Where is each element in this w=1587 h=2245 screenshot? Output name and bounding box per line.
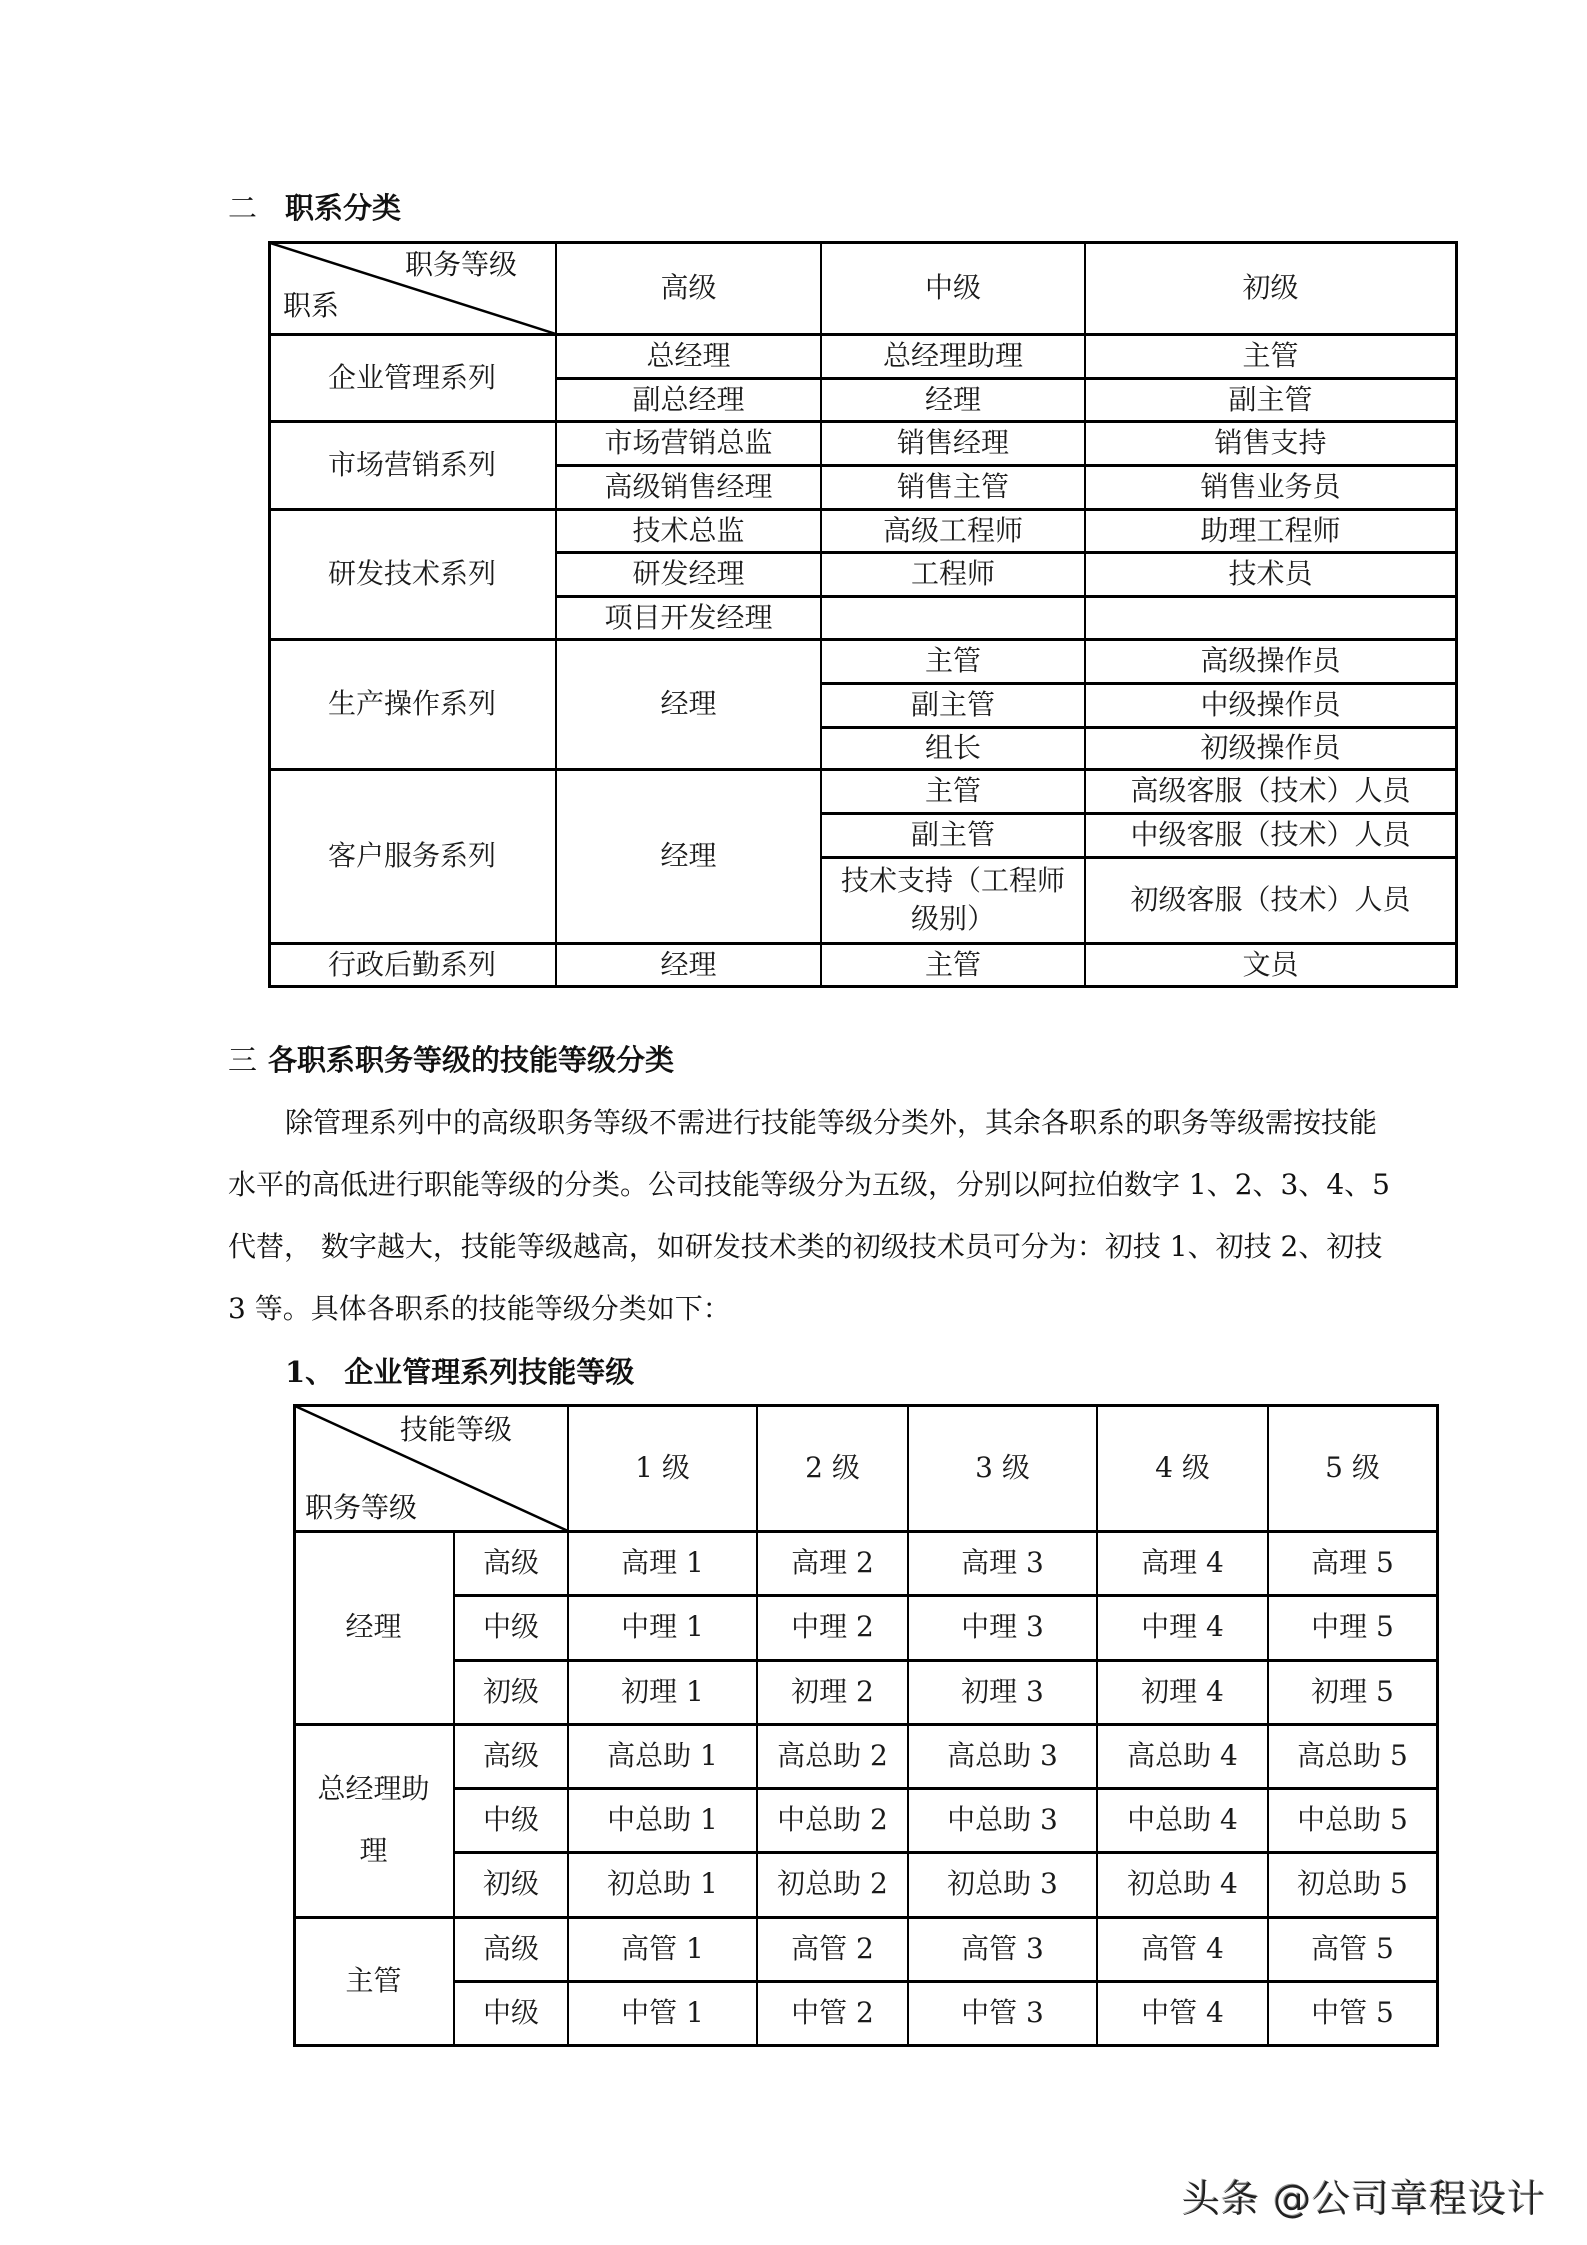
intro-paragraph	[228, 1092, 1438, 1340]
skill-cell: 中理 3	[961, 1610, 1044, 1644]
skill-cell: 初总助 3	[947, 1867, 1058, 1901]
grade-level: 中级	[482, 1995, 539, 2029]
junior-cell: 助理工程师	[1200, 513, 1341, 547]
skill-cell: 高管 2	[791, 1931, 874, 1965]
table-rule	[907, 1404, 909, 2045]
skill-cell: 中总助 5	[1297, 1803, 1408, 1837]
mid-cell: 副主管	[910, 818, 995, 851]
corner-label-grade: 职务等级	[405, 248, 518, 281]
mid-cell: 工程师	[910, 557, 995, 590]
grade-level: 高级	[482, 1738, 539, 1772]
section3-heading	[228, 1042, 674, 1078]
senior-cell: 高级销售经理	[604, 470, 773, 503]
junior-cell: 技术员	[1228, 557, 1313, 590]
junior-cell: 高级客服（技术）人员	[1130, 774, 1411, 807]
corner-label-grade: 职务等级	[305, 1491, 418, 1524]
junior-cell: 中级操作员	[1200, 688, 1341, 721]
senior-cell: 经理	[660, 947, 717, 981]
grade-level: 中级	[482, 1803, 539, 1837]
skill-cell: 高管 5	[1311, 1931, 1394, 1965]
table-rule	[453, 1531, 455, 2045]
mid-cell: 组长	[924, 731, 981, 764]
skill-cell: 高管 3	[961, 1931, 1044, 1965]
senior-cell: 技术总监	[632, 513, 745, 547]
skill-cell: 初总助 5	[1297, 1867, 1408, 1901]
skill-cell: 中管 1	[621, 1995, 704, 2029]
skill-cell: 初理 3	[961, 1674, 1044, 1708]
skill-cell: 高总助 4	[1127, 1738, 1238, 1772]
paragraph-line: 3 等。具体各职系的技能等级分类如下：	[228, 1292, 731, 1325]
paragraph-line: 代替， 数字越大，技能等级越高，如研发技术类的初级技术员可分为：初技 1、初技 2、初技	[228, 1230, 1383, 1263]
grade-level: 高级	[482, 1931, 539, 1965]
skill-cell: 中总助 4	[1127, 1803, 1238, 1837]
mid-cell: 销售主管	[896, 470, 1009, 503]
skill-cell: 初理 5	[1311, 1674, 1394, 1708]
skill-cell: 中理 5	[1311, 1610, 1394, 1644]
position-name: 总经理助理	[317, 1772, 430, 1868]
mid-cell: 主管	[924, 774, 981, 807]
mid-cell: 主管	[924, 947, 981, 981]
table-rule	[1267, 1404, 1269, 2045]
watermark: 头条 @公司章程设计	[1182, 2177, 1547, 2221]
skill-cell: 高总助 5	[1297, 1738, 1408, 1772]
skill-cell: 中管 4	[1141, 1995, 1224, 2029]
series-name: 企业管理系列	[327, 360, 496, 394]
junior-cell: 销售支持	[1214, 426, 1327, 459]
skill-cell: 高总助 2	[777, 1738, 888, 1772]
table-rule	[567, 1404, 569, 2045]
section3-number: 三	[228, 1043, 258, 1077]
skill-cell: 高管 4	[1141, 1931, 1224, 1965]
junior-cell	[1085, 596, 1456, 639]
grade-level: 初级	[482, 1674, 539, 1708]
skill-cell: 高总助 3	[947, 1738, 1058, 1772]
skill-cell: 初总助 2	[777, 1867, 888, 1901]
senior-cell: 经理	[660, 839, 717, 872]
skill-cell: 中管 3	[961, 1995, 1044, 2029]
series-name: 研发技术系列	[327, 557, 496, 590]
skill-cell: 中总助 1	[607, 1803, 718, 1837]
corner-label-skill: 技能等级	[400, 1413, 513, 1446]
mid-cell: 经理	[924, 382, 981, 416]
senior-cell: 市场营销总监	[604, 426, 773, 459]
skill-cell: 高理 2	[791, 1546, 874, 1580]
junior-cell: 文员	[1242, 947, 1299, 981]
senior-cell: 总经理	[646, 339, 731, 372]
corner-label-series: 职系	[283, 289, 340, 322]
skill-cell: 初理 1	[621, 1674, 704, 1708]
skill-cell: 中管 2	[791, 1995, 874, 2029]
column-header: 中级	[924, 270, 981, 304]
series-name: 市场营销系列	[327, 448, 496, 481]
series-name: 生产操作系列	[327, 687, 496, 720]
paragraph-line: 水平的高低进行职能等级的分类。公司技能等级分为五级，分别以阿拉伯数字 1、2、3、4、5	[228, 1168, 1390, 1201]
position-name: 经理	[345, 1610, 402, 1644]
series-name: 客户服务系列	[327, 839, 496, 872]
skill-cell: 高管 1	[621, 1931, 704, 1965]
senior-cell: 研发经理	[632, 557, 745, 590]
section3-title: 各职系职务等级的技能等级分类	[268, 1043, 675, 1077]
section2-title: 职系分类	[285, 191, 402, 225]
table-rule	[1096, 1404, 1098, 2045]
skill-cell: 初总助 4	[1127, 1867, 1238, 1901]
skill-cell: 高理 5	[1311, 1546, 1394, 1580]
grade-level: 中级	[482, 1610, 539, 1644]
table-rule	[555, 241, 557, 986]
junior-cell: 副主管	[1228, 382, 1313, 416]
skill-cell: 高理 3	[961, 1546, 1044, 1580]
mid-cell: 主管	[924, 644, 981, 677]
skill-cell: 中理 4	[1141, 1610, 1224, 1644]
mid-cell: 高级工程师	[882, 513, 1023, 547]
skill-cell: 初总助 1	[607, 1867, 718, 1901]
skill-cell: 中总助 3	[947, 1803, 1058, 1837]
skill-cell: 中理 2	[791, 1610, 874, 1644]
column-header: 2 级	[805, 1450, 860, 1484]
section2-number: 二	[228, 191, 258, 225]
column-header: 5 级	[1325, 1450, 1380, 1484]
junior-cell: 初级客服（技术）人员	[1130, 883, 1411, 916]
column-header: 1 级	[635, 1450, 690, 1484]
skill-cell: 高总助 1	[607, 1738, 718, 1772]
series-name: 行政后勤系列	[327, 947, 496, 981]
mid-cell: 技术支持（工程师级别）	[841, 864, 1066, 935]
skill-cell: 高理 1	[621, 1546, 704, 1580]
senior-cell: 副总经理	[632, 382, 745, 416]
mid-cell: 销售经理	[896, 426, 1009, 459]
column-header: 高级	[660, 270, 717, 304]
column-header: 3 级	[975, 1450, 1030, 1484]
senior-cell: 经理	[660, 687, 717, 720]
skill-cell: 中管 5	[1311, 1995, 1394, 2029]
junior-cell: 中级客服（技术）人员	[1130, 818, 1411, 851]
grade-level: 初级	[482, 1867, 539, 1901]
skill-cell: 中理 1	[621, 1610, 704, 1644]
skill-cell: 初理 2	[791, 1674, 874, 1708]
skill-cell: 高理 4	[1141, 1546, 1224, 1580]
skill-cell: 初理 4	[1141, 1674, 1224, 1708]
senior-cell: 项目开发经理	[604, 600, 773, 634]
column-header: 初级	[1242, 270, 1299, 304]
skill-cell: 中总助 2	[777, 1803, 888, 1837]
table-rule	[756, 1404, 758, 2045]
mid-cell	[821, 596, 1085, 639]
subsection1-heading: 1、 企业管理系列技能等级	[285, 1355, 635, 1389]
column-header: 4 级	[1155, 1450, 1210, 1484]
mid-cell: 副主管	[910, 688, 995, 721]
section2-heading	[228, 190, 401, 226]
paragraph-line: 除管理系列中的高级职务等级不需进行技能等级分类外，其余各职系的职务等级需按技能	[285, 1106, 1378, 1139]
junior-cell: 主管	[1242, 339, 1299, 372]
position-name: 主管	[345, 1963, 402, 1997]
table-rule	[820, 241, 822, 986]
junior-cell: 初级操作员	[1200, 731, 1341, 764]
junior-cell: 高级操作员	[1200, 644, 1341, 677]
grade-level: 高级	[482, 1546, 539, 1580]
mid-cell: 总经理助理	[882, 339, 1023, 372]
table-rule	[1084, 241, 1086, 986]
junior-cell: 销售业务员	[1200, 470, 1341, 503]
